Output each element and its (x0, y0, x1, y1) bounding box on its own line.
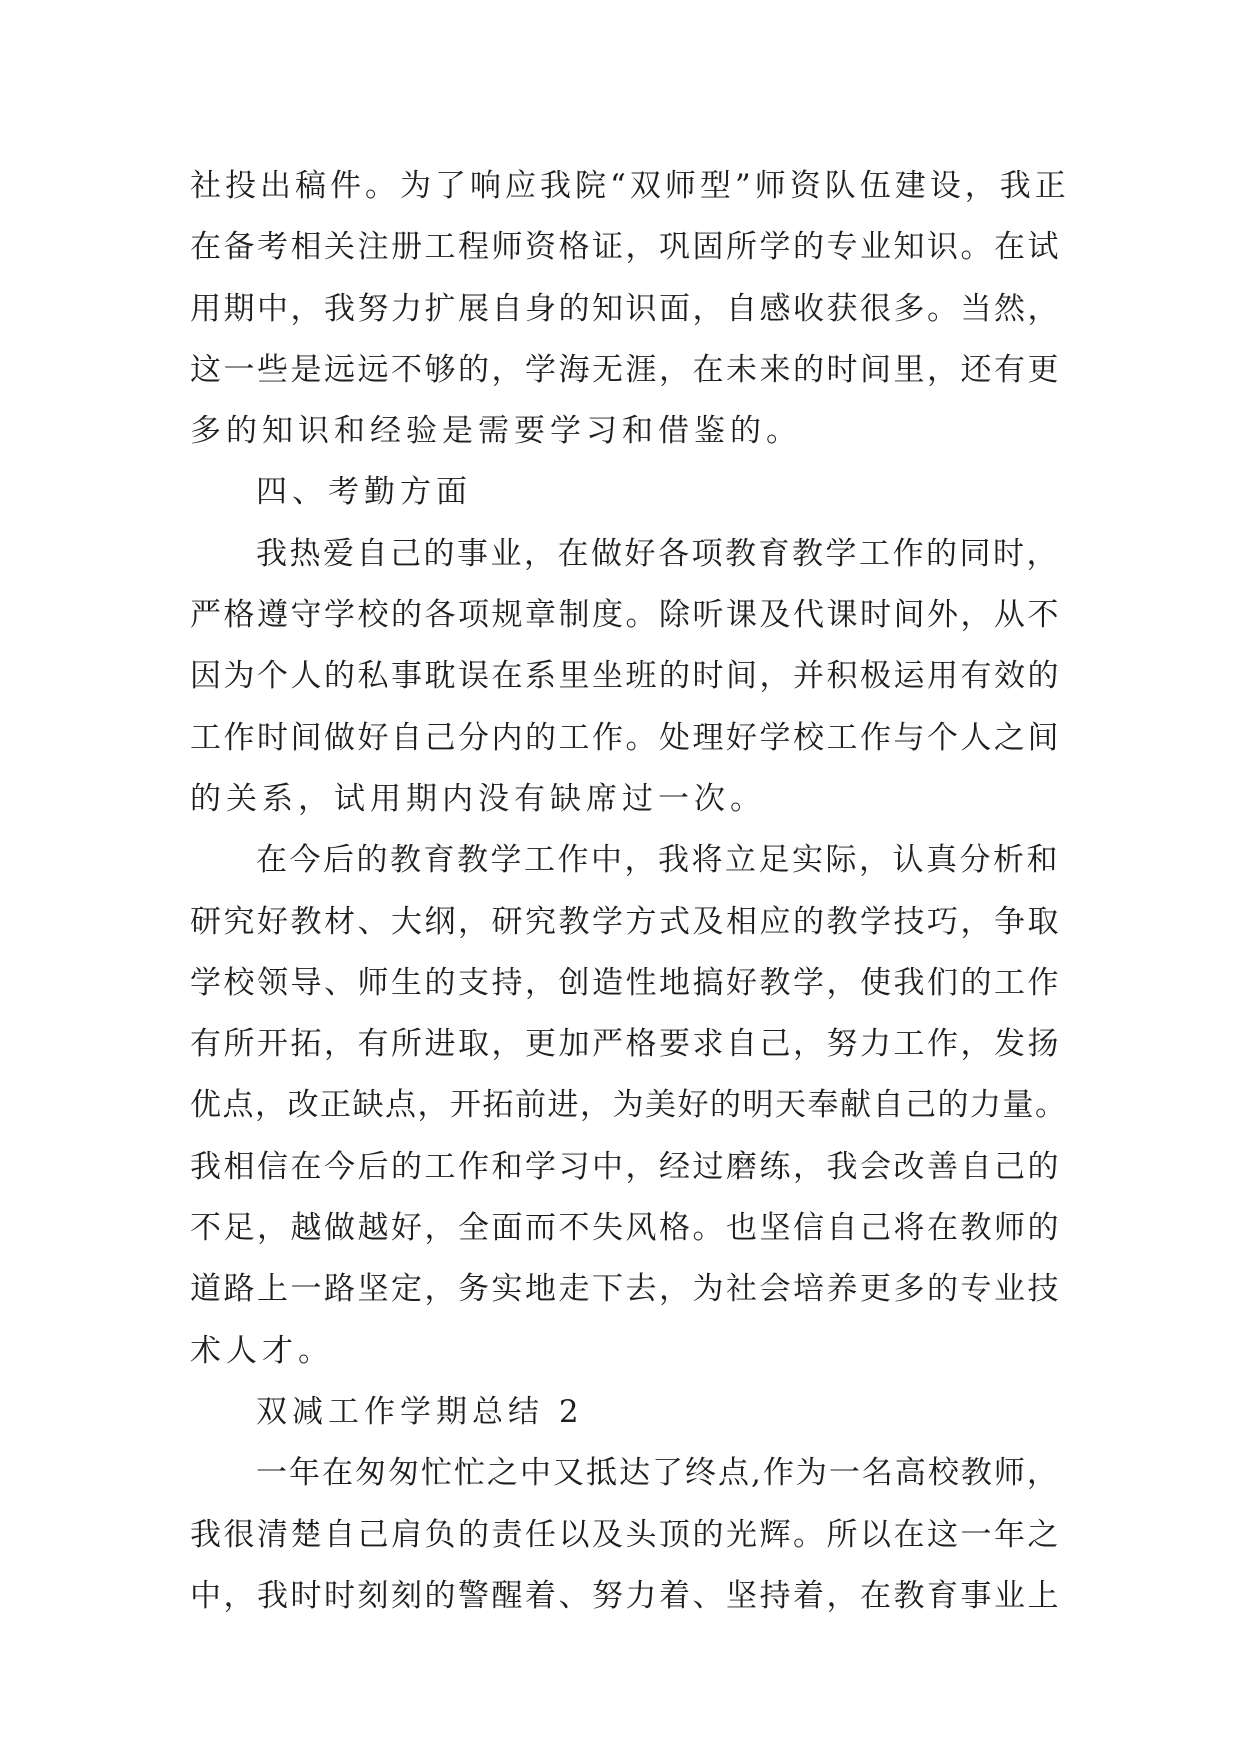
text-line: 优点，改正缺点，开拓前进，为美好的明天奉献自己的力量。 (190, 1087, 1068, 1124)
text-line: 这一些是远远不够的，学海无涯，在未来的时间里，还有更 (190, 351, 1061, 388)
paragraph-first-line: 四、考勤方面 (256, 474, 472, 511)
text-line: 研究好教材、大纲，研究教学方式及相应的教学技巧，争取 (190, 903, 1061, 940)
text-line: 有所开拓，有所进取，更加严格要求自己，努力工作，发扬 (190, 1026, 1061, 1063)
text-line: 中，我时时刻刻的警醒着、努力着、坚持着，在教育事业上 (190, 1577, 1061, 1614)
paragraph-first-line: 我热爱自己的事业，在做好各项教育教学工作的同时， (256, 535, 1060, 572)
paragraph-first-line: 一年在匆匆忙忙之中又抵达了终点,作为一名高校教师， (256, 1455, 1060, 1492)
text-line: 的关系，试用期内没有缺席过一次。 (190, 780, 766, 817)
text-line: 多的知识和经验是需要学习和借鉴的。 (190, 413, 802, 450)
text-line: 严格遵守学校的各项规章制度。除听课及代课时间外，从不 (190, 597, 1061, 634)
paragraph-first-line: 在今后的教育教学工作中，我将立足实际，认真分析和 (256, 842, 1060, 879)
text-line: 社投出稿件。为了响应我院“双师型”师资队伍建设，我正 (190, 168, 1070, 204)
text-line: 术人才。 (190, 1332, 334, 1369)
text-line: 道路上一路坚定，务实地走下去，为社会培养更多的专业技 (190, 1271, 1061, 1308)
text-line: 用期中，我努力扩展自身的知识面，自感收获很多。当然， (190, 290, 1061, 327)
text-line: 在备考相关注册工程师资格证，巩固所学的专业知识。在试 (190, 229, 1061, 266)
text-line: 我很清楚自己肩负的责任以及头顶的光辉。所以在这一年之 (190, 1516, 1061, 1553)
text-line: 学校领导、师生的支持，创造性地搞好教学，使我们的工作 (190, 964, 1061, 1001)
paragraph-first-line: 双减工作学期总结 2 (256, 1393, 584, 1430)
text-line: 我相信在今后的工作和学习中，经过磨练，我会改善自己的 (190, 1148, 1061, 1185)
text-line: 不足，越做越好，全面而不失风格。也坚信自己将在教师的 (190, 1210, 1061, 1247)
text-line: 工作时间做好自己分内的工作。处理好学校工作与个人之间 (190, 719, 1061, 756)
text-line: 因为个人的私事耽误在系里坐班的时间，并积极运用有效的 (190, 658, 1061, 695)
document-body (190, 156, 1070, 1627)
